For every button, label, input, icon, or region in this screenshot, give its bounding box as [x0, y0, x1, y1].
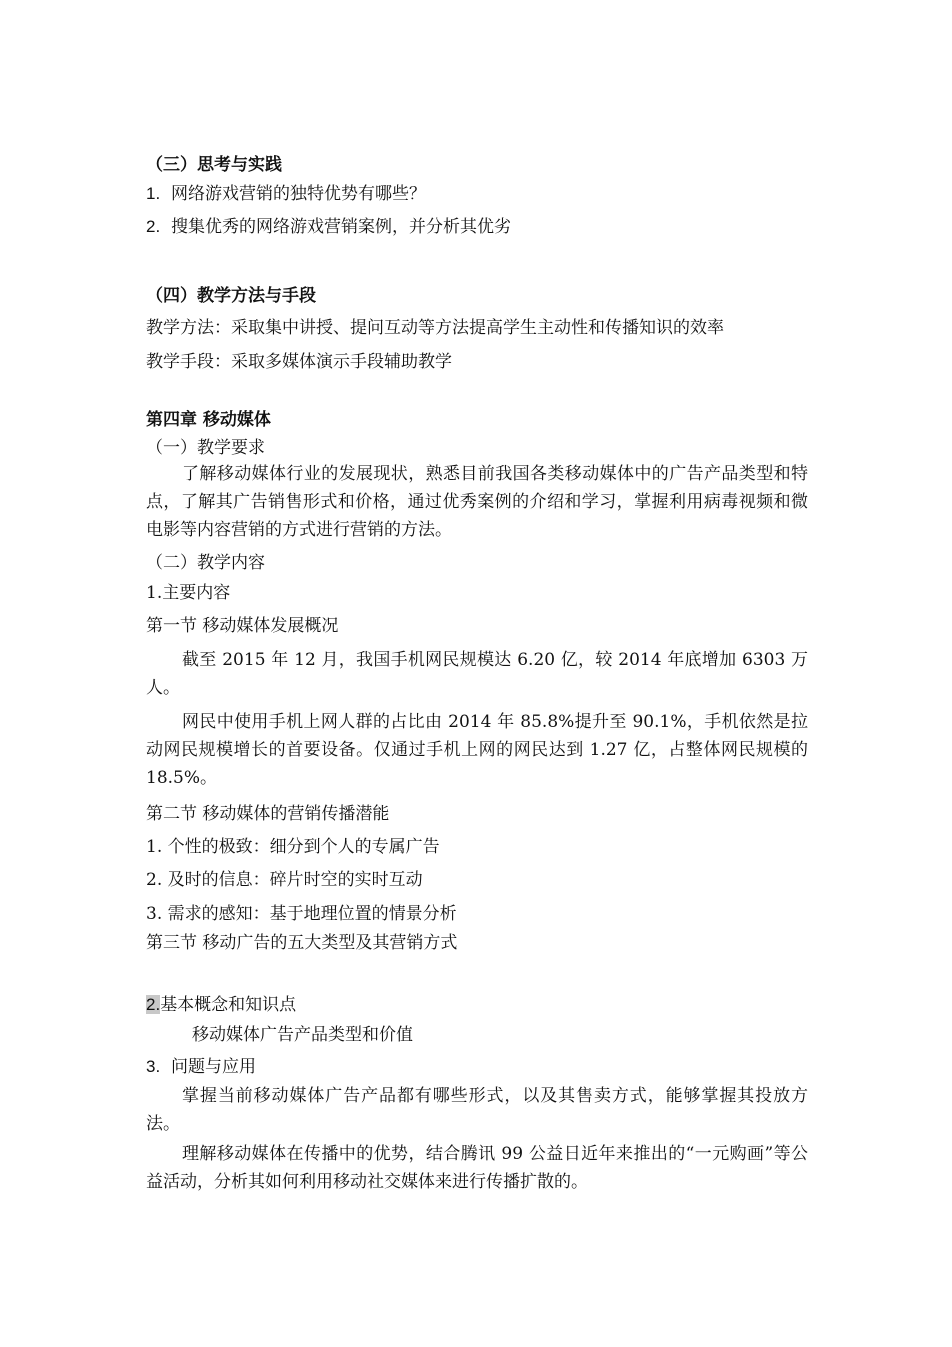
teaching-content-heading: （二）教学内容	[146, 553, 265, 573]
chapter-title: 第四章 移动媒体	[146, 410, 271, 430]
list-text: 网络游戏营销的独特优势有哪些？	[171, 184, 426, 204]
list-item: 3. 需求的感知：基于地理位置的情景分析	[146, 904, 457, 924]
list-item: 1. 个性的极致：细分到个人的专属广告	[146, 837, 440, 857]
section-1-paragraph-1: 截至 2015 年 12 月，我国手机网民规模达 6.20 亿，较 2014 年底增加 6303 万人。	[146, 650, 808, 698]
main-content-label: 1.主要内容	[146, 583, 231, 603]
teaching-requirements-text: 了解移动媒体行业的发展现状，熟悉目前我国各类移动媒体中的广告产品类型和特点，了解其广告销售形式和价格，通过优秀案例的介绍和学习，掌握利用病毒视频和微电影等内容营销的方式进行营销的方法。	[146, 464, 808, 540]
section-heading-think-practice: （三）思考与实践	[146, 155, 282, 175]
application-paragraph-2: 理解移动媒体在传播中的优势，结合腾讯 99 公益日近年来推出的“一元购画”等公益活动，分析其如何利用移动社交媒体来进行传播扩散的。	[146, 1144, 808, 1192]
highlighted-number: 2.	[146, 995, 161, 1014]
list-number: 3.	[146, 1057, 161, 1076]
section-title-1: 第一节 移动媒体发展概况	[146, 616, 339, 636]
application-label: 问题与应用	[171, 1057, 256, 1077]
list-number: 1.	[146, 184, 161, 203]
section-heading-teaching-methods: （四）教学方法与手段	[146, 286, 316, 306]
application-paragraph-1: 掌握当前移动媒体广告产品都有哪些形式，以及其售卖方式，能够掌握其投放方法。	[146, 1086, 808, 1134]
section-title-2: 第二节 移动媒体的营销传播潜能	[146, 804, 390, 824]
teaching-method-text: 教学方法：采取集中讲授、提问互动等方法提高学生主动性和传播知识的效率	[146, 318, 724, 338]
section-1-paragraph-2: 网民中使用手机上网人群的占比由 2014 年 85.8%提升至 90.1%，手机依然是拉动网民规模增长的首要设备。仅通过手机上网的网民达到 1.27 亿，占整体网民规模的 18.5%。	[146, 712, 808, 788]
application-heading	[146, 1056, 256, 1078]
list-item	[146, 216, 511, 238]
concepts-heading	[146, 994, 296, 1016]
teaching-means-text: 教学手段：采取多媒体演示手段辅助教学	[146, 352, 452, 372]
concepts-text: 移动媒体广告产品类型和价值	[192, 1025, 413, 1045]
list-item: 2. 及时的信息：碎片时空的实时互动	[146, 870, 423, 890]
concepts-label: 基本概念和知识点	[160, 995, 297, 1015]
section-title-3: 第三节 移动广告的五大类型及其营销方式	[146, 933, 458, 953]
list-text: 搜集优秀的网络游戏营销案例，并分析其优劣	[171, 217, 511, 237]
teaching-requirements-heading: （一）教学要求	[146, 438, 265, 458]
list-item	[146, 183, 426, 205]
list-number: 2.	[146, 217, 161, 236]
